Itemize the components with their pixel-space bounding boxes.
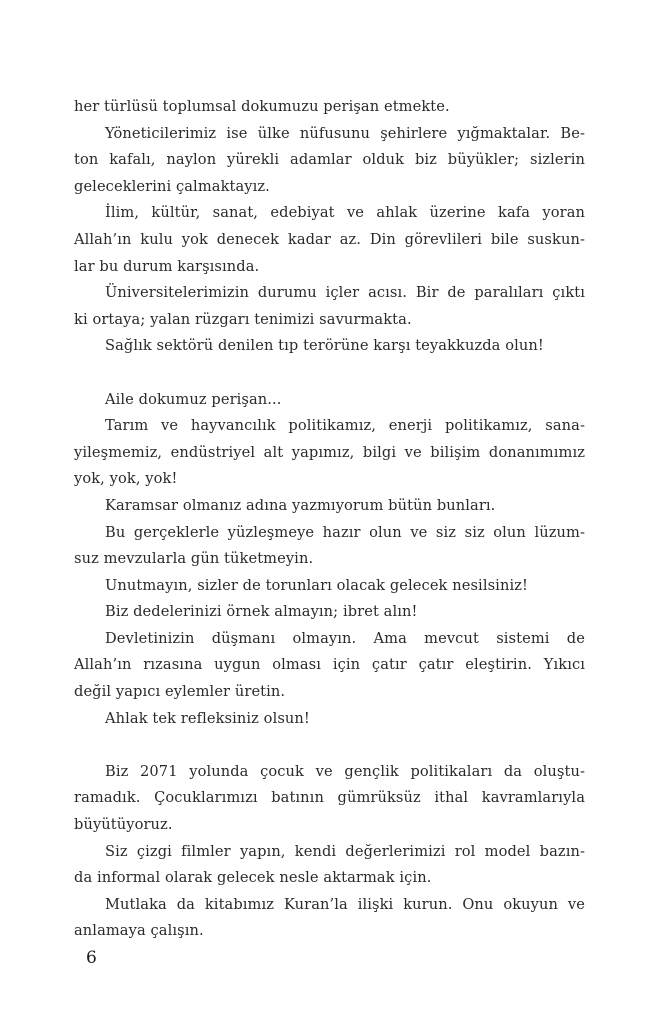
text-line: ki ortaya; yalan rüzgarı tenimizi savurmakta. [74, 310, 412, 328]
text-line: Unutmayın, sizler de torunları olacak gelecek nesilsiniz! [105, 576, 528, 594]
paragraph [74, 387, 585, 414]
text-line: Yöneticilerimiz ise ülke nüfusunu şehirlere yığmaktalar. Be- [105, 124, 585, 142]
text-line: Aile dokumuz perişan... [105, 390, 282, 408]
text-line: yileşmemiz, endüstriyel alt yapımız, bilgi ve bilişim donanımımız [74, 443, 585, 461]
text-line: Biz dedelerinizi örnek almayın; ibret alın! [105, 603, 418, 621]
text-line: suz mevzularla gün tüketmeyin. [74, 550, 314, 568]
text-line: ton kafalı, naylon yürekli adamlar olduk biz büyükler; sizlerin [74, 151, 585, 169]
text-line: Siz çizgi filmler yapın, kendi değerlerimizi rol model bazın- [105, 842, 585, 860]
paragraph [74, 94, 585, 121]
text-line: Devletinizin düşmanı olmayın. Ama mevcut sistemi de [105, 629, 585, 647]
paragraph [74, 280, 585, 333]
text-line: Karamsar olmanız adına yazmıyorum bütün bunları. [105, 496, 496, 514]
text-line: Biz 2071 yolunda çocuk ve gençlik politikaları da oluştu- [105, 762, 585, 780]
text-line: Mutlaka da kitabımız Kuran’la ilişki kurun. Onu okuyun ve [105, 895, 585, 913]
text-line: lar bu durum karşısında. [74, 257, 260, 275]
text-line: da informal olarak gelecek nesle aktarmak için. [74, 869, 432, 887]
paragraph [74, 121, 585, 201]
paragraph [74, 759, 585, 839]
paragraph [74, 706, 585, 733]
text-line: İlim, kültür, sanat, edebiyat ve ahlak üzerine kafa yoran [105, 204, 585, 222]
text-line: anlamaya çalışın. [74, 922, 204, 940]
text-line: ramadık. Çocuklarımızı batının gümrüksüz ithal kavramlarıyla [74, 789, 585, 807]
text-line: Sağlık sektörü denilen tıp terörüne karşı teyakkuzda olun! [105, 337, 544, 355]
paragraph [74, 493, 585, 520]
text-line: büyütüyoruz. [74, 816, 173, 834]
paragraph [74, 573, 585, 600]
text-line: değil yapıcı eylemler üretin. [74, 683, 286, 701]
paragraph [74, 520, 585, 573]
text-line: geleceklerini çalmaktayız. [74, 177, 270, 195]
text-line: Bu gerçeklerle yüzleşmeye hazır olun ve siz siz olun lüzum- [105, 523, 585, 541]
text-line: yok, yok, yok! [74, 470, 178, 488]
paragraph [74, 413, 585, 493]
paragraph [74, 599, 585, 626]
text-line: Allah’ın rızasına uygun olması için çatır çatır eleştirin. Yıkıcı [74, 656, 585, 674]
page-number: 6 [86, 948, 97, 968]
blank-line [74, 732, 585, 759]
text-line: Üniversitelerimizin durumu içler acısı. Bir de paralıları çıktı [105, 284, 585, 302]
text-line: Ahlak tek refleksiniz olsun! [105, 709, 310, 727]
text-line: her türlüsü toplumsal dokumuzu perişan etmekte. [74, 98, 450, 115]
page-body [74, 94, 585, 945]
paragraph [74, 626, 585, 706]
paragraph [74, 333, 585, 360]
paragraph [74, 200, 585, 280]
paragraph [74, 839, 585, 892]
text-line: Tarım ve hayvancılık politikamız, enerji politikamız, sana- [105, 417, 585, 435]
blank-line [74, 360, 585, 387]
text-line: Allah’ın kulu yok denecek kadar az. Din görevlileri bile suskun- [74, 230, 585, 248]
paragraph [74, 892, 585, 945]
